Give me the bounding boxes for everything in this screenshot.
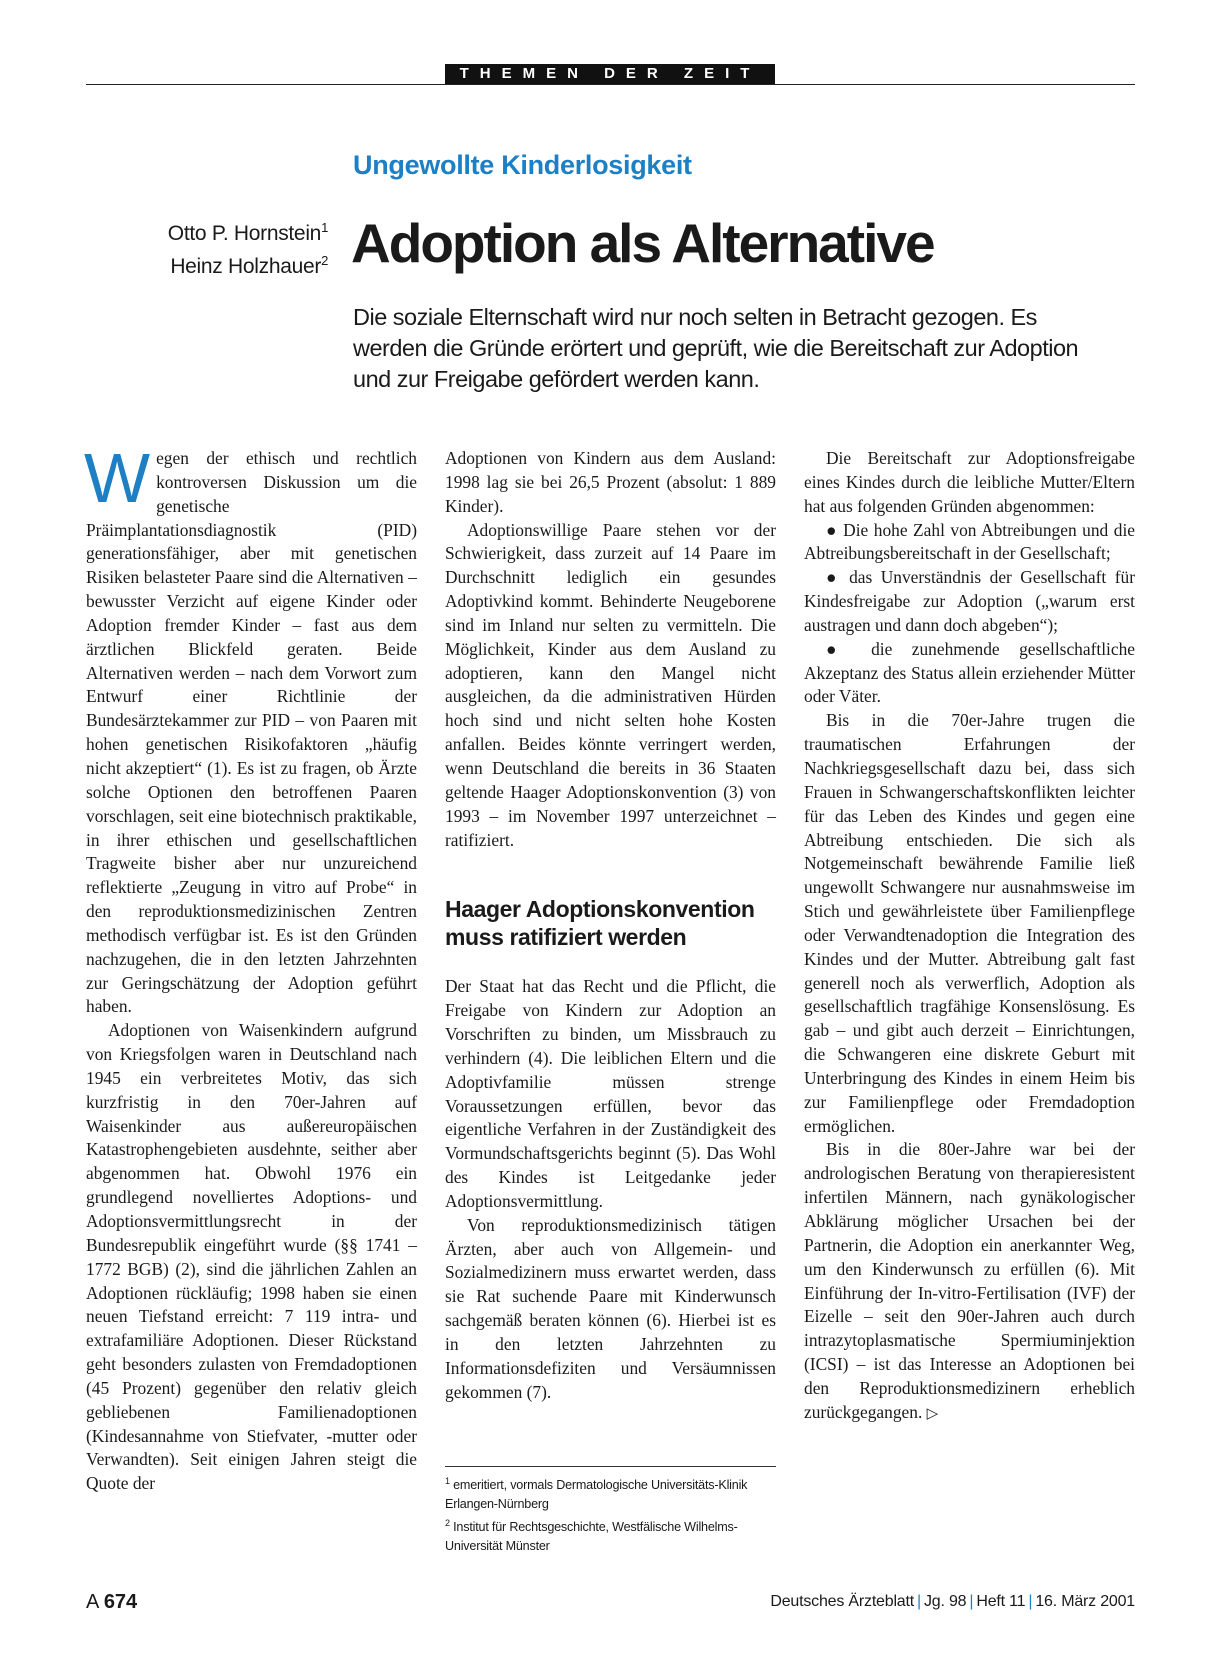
paragraph: Adoptionen von Waisenkindern aufgrund von Kriegsfolgen waren in Deutschland nach 1945 ein verbreitetes Motiv, das sich kurzfristig in den 70er-Jahren auf Waisenkinder aus außereuropäischen Katastrophengebieten ausdehnte, seither aber abgenommen hat. Obwohl 1976 ein grundlegend novelliertes Adoptions- und Adoptionsvermittlungsrecht in der Bundesrepublik eingeführt wurde (§§ 1741 – 1772 BGB) (2), sind die jährlichen Zahlen an Adoptionen rückläufig; 1998 haben sie einen neuen Tiefstand erreicht: 7 119 intra- und extrafamiliäre Adoptionen. Dieser Rückstand geht besonders zulasten von Fremdadoptionen (45 Prozent) gegenüber den relativ gleich gebliebenen Familienadoptionen (Kindesannahme von Stiefvater, -mutter oder Verwandten). Seit einigen Jahren steigt die Quote der <box>86 1020 417 1494</box>
subheading: Haager Adoptionskonvention muss ratifiziert werden <box>445 896 755 951</box>
footnote-2-mark: 2 <box>445 1518 450 1529</box>
paragraph-text: egen der ethisch und rechtlich kontroversen Diskussion um die genetische Präimplantationsdiagnostik (PID) generationsfähiger, aber mit genetischen Risiken belasteter Paare sind die Alternativen – bewusster Verzicht auf eigene Kinder oder Adoption fremder Kinder – fast aus dem ärztlichen Blickfeld geraten. Beide Alternativen werden – nach dem Vorwort zum Entwurf einer Richtlinie der Bundesärztekammer zur PID – von Paaren mit hohen genetischen Risikofaktoren „häufig nicht akzeptiert“ (1). Es ist zu fragen, ob Ärzte solche Optionen den betroffenen Paaren vorschlagen, seit eine biotechnisch praktikable, in ihrer ethischen und gesellschaftlichen Tragweite bisher aber nur unzureichend reflektierte „Zeugung in vitro auf Probe“ in den reproduktionsmedizinischen Zentren methodisch verfügbar ist. Es ist den Gründen nachzugehen, die in den letzten Jahrzehnten zur Geringschätzung der Adoption geführt haben. <box>86 448 417 1017</box>
footnotes <box>445 1472 776 1556</box>
paragraph <box>84 439 417 1019</box>
kicker: Ungewollte Kinderlosigkeit <box>353 150 692 180</box>
header-rule <box>86 84 1135 85</box>
author-1 <box>168 214 328 247</box>
bullet-item: ● Die hohe Zahl von Abtreibungen und die Abtreibungsbereitschaft in der Gesellschaft; <box>804 519 1135 564</box>
author-2 <box>168 247 328 280</box>
journal-date: 16. März 2001 <box>1035 1593 1135 1610</box>
footnote-1 <box>445 1472 776 1514</box>
column-2 <box>445 447 776 1405</box>
drop-cap: W <box>84 439 151 517</box>
paragraph: Der Staat hat das Recht und die Pflicht, die Freigabe von Kindern zur Adoption an Vorschriften zu binden, um Missbrauch zu verhindern (4). Die leiblichen Eltern und die Adoptivfamilie müssen strenge Voraussetzungen erfüllen, bevor das eigentliche Verfahren in der Zuständigkeit des Vormundschaftsgerichts beginnt (5). Das Wohl des Kindes ist Leitgedanke jeder Adoptionsvermittlung. <box>445 976 776 1211</box>
author-1-name: Otto P. Hornstein <box>167 222 322 245</box>
paragraph-text: Bis in die 80er-Jahre war bei der andrologischen Beratung von therapieresistent infertilen Männern, nach gynäkologischer Abklärung möglicher Ursachen bei der Partnerin, die Adoption ein anerkannter Weg, um den Kinderwunsch zu erfüllen (6). Mit Einführung der In-vitro-Fertilisation (IVF) der Eizelle – seit den 90er-Jahren auch durch intrazytoplasmatische Spermiuminjektion (ICSI) – ist das Interesse an Adoptionen bei den Reproduktionsmedizinern erheblich zurückgegangen. <box>804 1139 1135 1422</box>
separator: | <box>917 1593 921 1610</box>
author-2-name: Heinz Holzhauer <box>170 255 322 278</box>
author-1-footnote-mark: 1 <box>321 220 328 235</box>
footnote-2 <box>445 1514 776 1556</box>
author-block <box>168 214 328 280</box>
paragraph: Adoptionswillige Paare stehen vor der Schwierigkeit, dass zurzeit auf 14 Paare im Durchschnitt lediglich ein gesundes Adoptivkind kommt. Behinderte Neugeborene sind im Inland nur selten zu vermitteln. Die Möglichkeit, Kinder aus dem Ausland zu adoptieren, kann den Mangel nicht ausgleichen, da die administrativen Hürden hoch sind und nicht selten hohe Kosten anfallen. Beides könnte verringert werden, wenn Deutschland die bereits in 36 Staaten geltende Haager Adoptionskonvention (3) von 1993 – im November 1997 unterzeichnet – ratifiziert. <box>445 519 776 850</box>
folio-prefix: A <box>86 1591 99 1613</box>
footnote-rule <box>445 1466 776 1467</box>
journal-volume: Jg. 98 <box>923 1593 967 1610</box>
footnote-2-text: Institut für Rechtsgeschichte, Westfälische Wilhelms-Universität Münster <box>445 1520 738 1554</box>
column-1 <box>84 439 417 1496</box>
page-number: 674 <box>103 1591 138 1613</box>
bullet-item: ● die zunehmende gesellschaftliche Akzeptanz des Status allein erziehender Mütter oder Väter. <box>804 638 1135 707</box>
article-title: Adoption als Alternative <box>351 212 934 274</box>
journal-name: Deutsches Ärzteblatt <box>770 1593 915 1610</box>
separator: | <box>1028 1593 1033 1610</box>
continued-arrow-icon: ▷ <box>926 1403 939 1422</box>
footnote-1-text: emeritiert, vormals Dermatologische Universitäts-Klinik Erlangen-Nürnberg <box>445 1478 748 1512</box>
paragraph: Adoptionen von Kindern aus dem Ausland: 1998 lag sie bei 26,5 Prozent (absolut: 1 889 Kinder). <box>445 448 776 516</box>
page-folio <box>86 1591 137 1614</box>
paragraph: Bis in die 70er-Jahre trugen die traumatischen Erfahrungen der Nachkriegsgesellschaft dazu bei, dass sich Frauen in Schwangerschaftskonflikten leichter für das Leben des Kindes und gegen eine Abtreibung entschieden. Die sich als Notgemeinschaft bewährende Familie ließ ungewollt Schwangere nur ausnahmsweise im Stich und gewährleistete über Familienpflege oder Verwandtenadoption die Integration des Kindes und der Mutter. Abtreibung galt fast generell noch als verwerflich, Adoption als gesellschaftlich tragfähige Konsenslösung. Es gab – und gibt auch derzeit – Einrichtungen, die Schwangeren eine diskrete Geburt mit Unterbringung des Kindes in einem Heim bis zur Familienpflege oder Fremdadoption ermöglichen. <box>804 710 1135 1136</box>
paragraph: Von reproduktionsmedizinisch tätigen Ärzten, aber auch von Allgemein- und Sozialmedizinern muss erwartet werden, dass sie Rat suchende Paare mit Kinderwunsch sachgemäß beraten können (6). Hierbei ist es in den letzten Jahrzehnten zu Informationsdefiziten und Versäumnissen gekommen (7). <box>445 1214 776 1402</box>
paragraph <box>804 1138 1135 1425</box>
bullet-item: ● das Unverständnis der Gesellschaft für Kindesfreigabe zur Adoption („warum erst austragen und dann doch abgeben“); <box>804 567 1135 635</box>
paragraph: Die Bereitschaft zur Adoptionsfreigabe eines Kindes durch die leibliche Mutter/Eltern hat aus folgenden Gründen abgenommen: <box>804 448 1135 516</box>
journal-line <box>770 1593 1135 1611</box>
separator: | <box>969 1593 974 1610</box>
section-tag: THEMEN DER ZEIT <box>445 64 775 84</box>
column-3 <box>804 447 1135 1426</box>
author-2-footnote-mark: 2 <box>321 253 328 268</box>
footnote-1-mark: 1 <box>445 1476 450 1486</box>
journal-issue: Heft 11 <box>976 1593 1026 1610</box>
article-deck: Die soziale Elternschaft wird nur noch selten in Betracht gezogen. Es werden die Gründe erörtert und geprüft, wie die Bereitschaft zur Adoption und zur Freigabe gefördert werden kann. <box>353 304 1079 392</box>
